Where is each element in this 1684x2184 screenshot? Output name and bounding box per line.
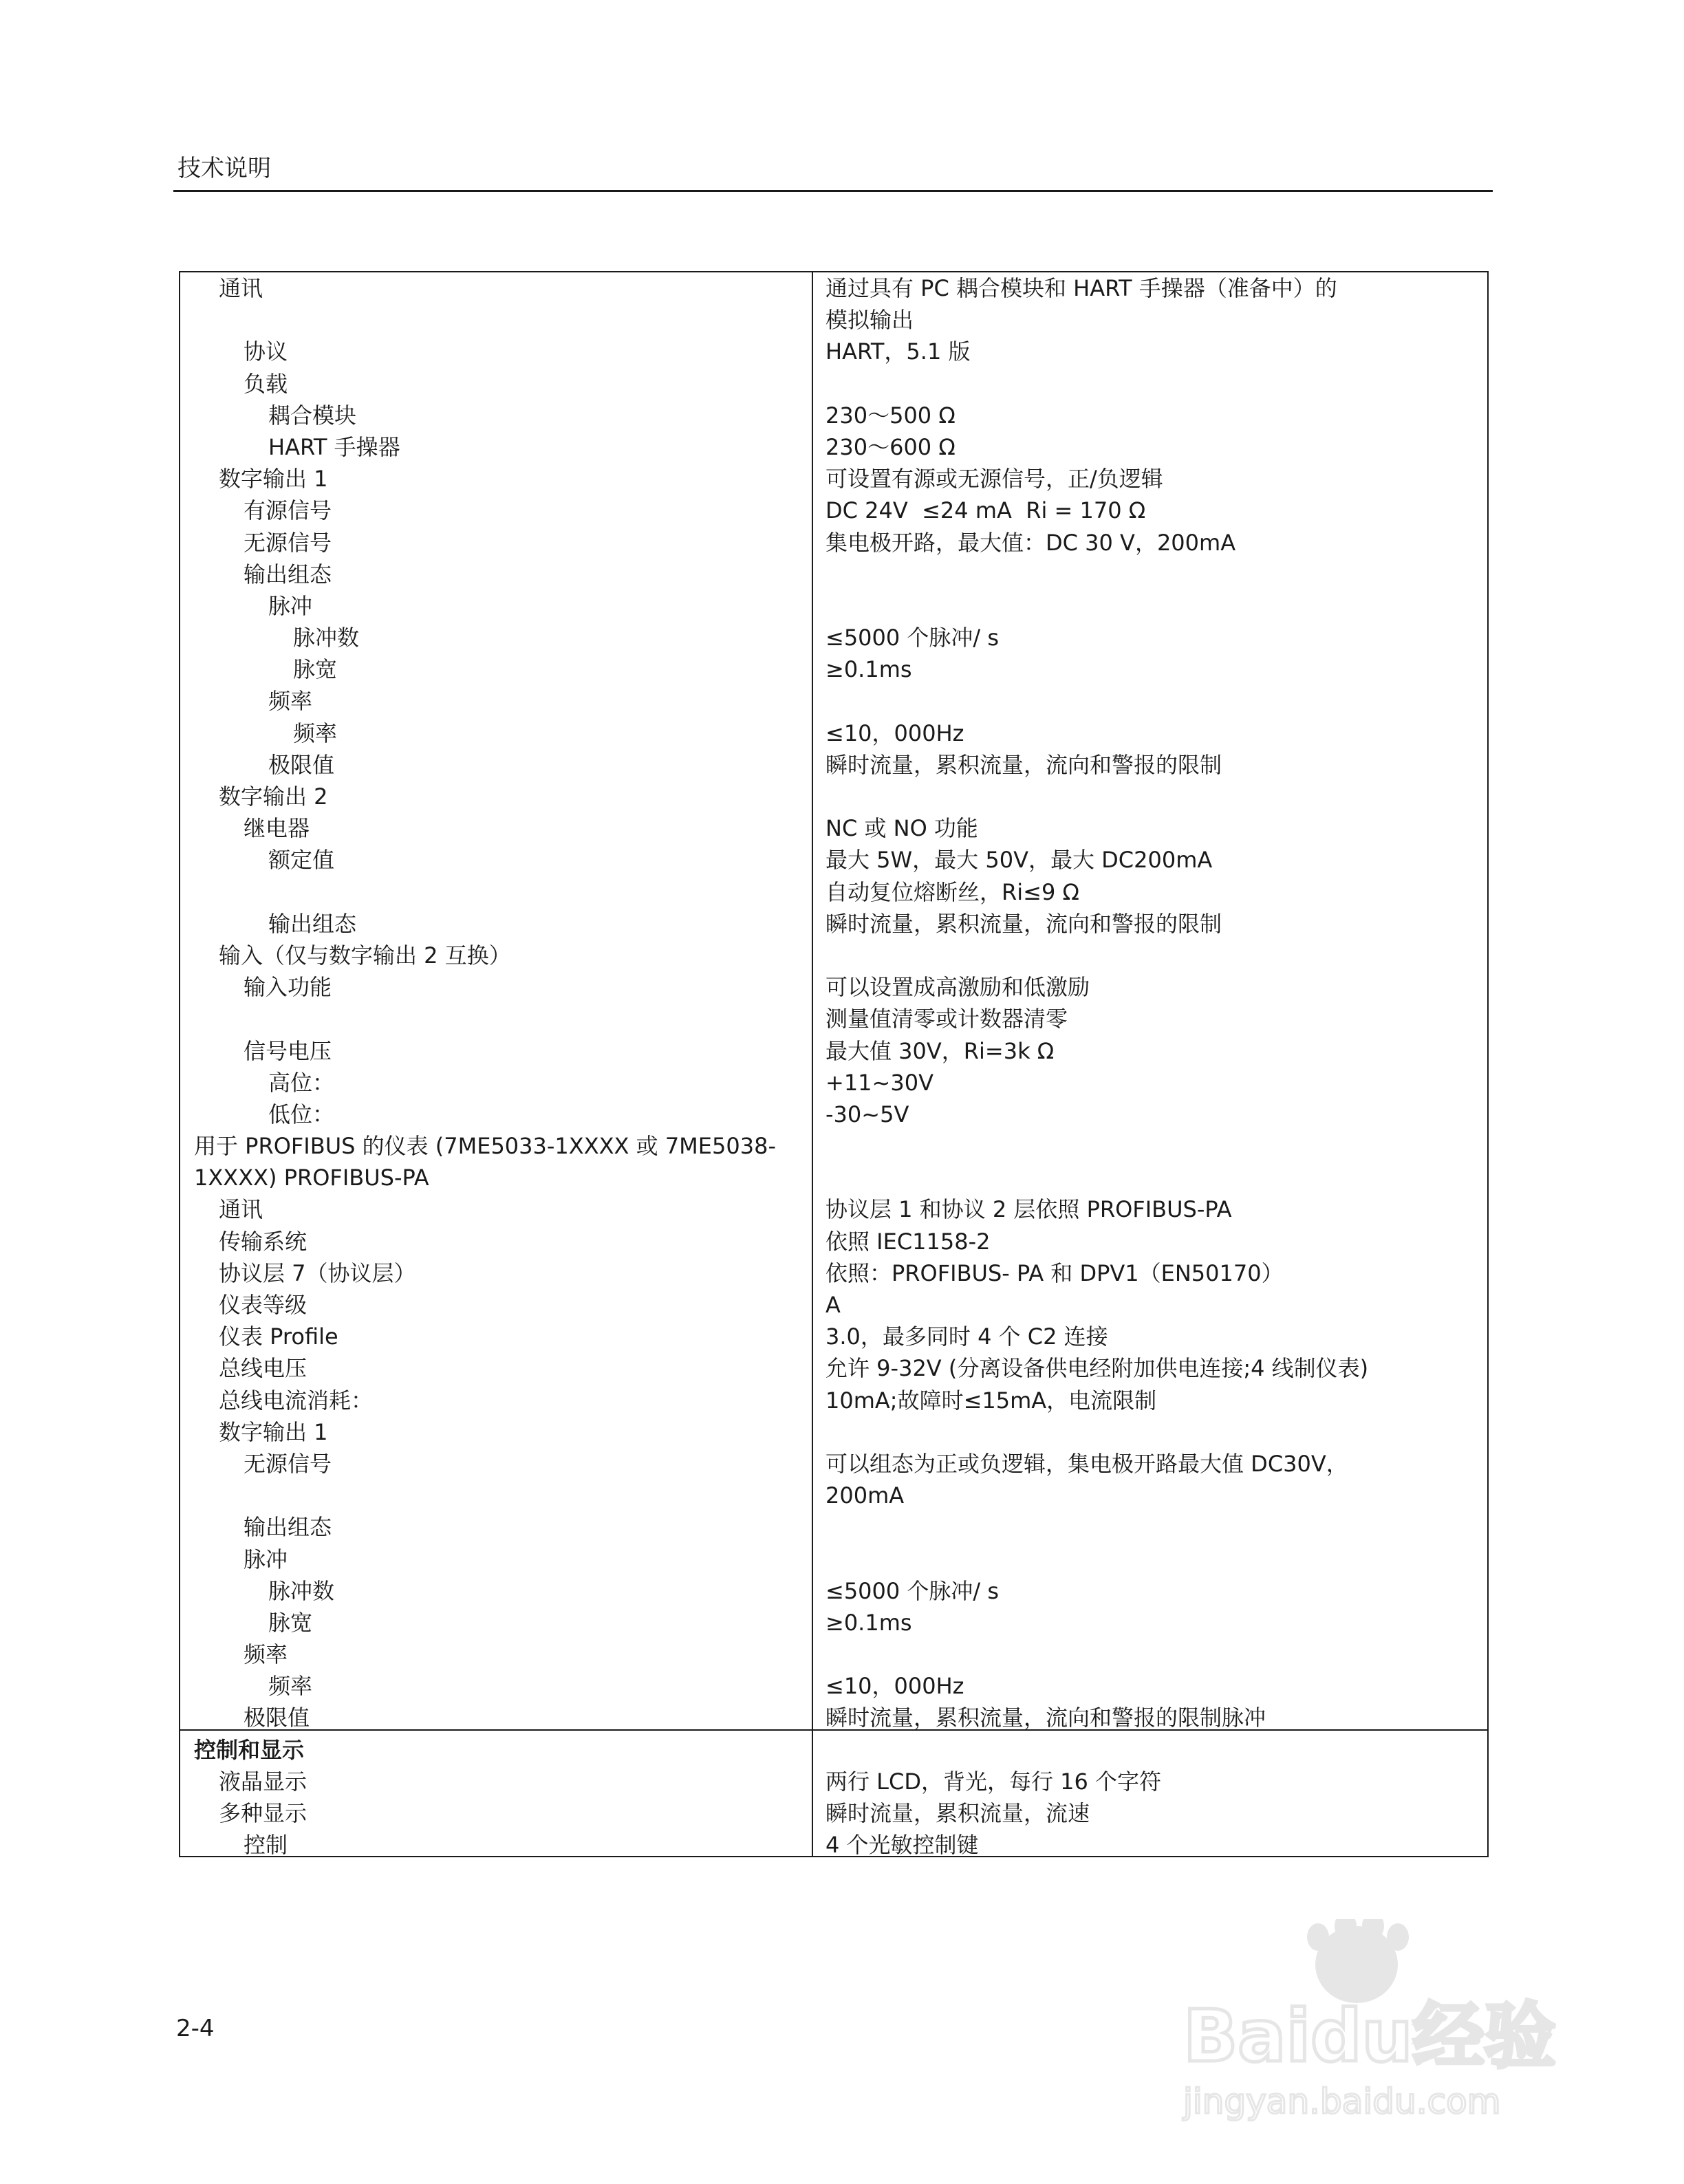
- table-row: [180, 717, 1487, 749]
- document-header-title: 技术说明: [177, 155, 271, 182]
- spec-value: 可设置有源或无源信号，正/负逻辑: [825, 466, 1163, 493]
- spec-label: 频率: [293, 720, 338, 746]
- spec-label: 通讯: [219, 1196, 263, 1223]
- table-row: [180, 1766, 1487, 1797]
- spec-label: HART 手操器: [268, 433, 400, 460]
- table-row: [180, 653, 1487, 685]
- table-row: [180, 590, 1487, 622]
- table-row: [180, 368, 1487, 400]
- table-row: [180, 876, 1487, 908]
- table-row: [180, 1511, 1487, 1543]
- spec-value: [812, 590, 1486, 622]
- spec-label: 负载: [244, 370, 288, 397]
- spec-label: 信号电压: [244, 1037, 332, 1064]
- table-row: [180, 1003, 1487, 1035]
- spec-label: 总线电流消耗：: [219, 1387, 374, 1414]
- spec-label: 输入（仅与数字输出 2 互换）: [219, 942, 511, 969]
- spec-label: 脉冲: [244, 1546, 288, 1572]
- spec-value: 自动复位熔断丝，Ri≤9 Ω: [825, 878, 1079, 905]
- spec-label: 无源信号: [244, 529, 332, 556]
- spec-value: [812, 1130, 1486, 1193]
- spec-label: 仪表等级: [219, 1292, 307, 1319]
- table-row: [180, 1639, 1487, 1670]
- spec-value: 允许 9-32V (分离设备供电经附加供电连接;4 线制仪表): [825, 1355, 1369, 1382]
- spec-label: 脉宽: [268, 1609, 313, 1636]
- spec-label: [180, 876, 812, 908]
- spec-rows: [180, 272, 1487, 1861]
- table-row: [180, 1130, 1487, 1193]
- spec-value: [812, 940, 1486, 971]
- spec-value: ≥0.1ms: [825, 656, 912, 683]
- table-row: [180, 431, 1487, 463]
- header-rule: [173, 190, 1493, 192]
- spec-value: +11~30V: [825, 1069, 933, 1096]
- spec-value: 最大 5W，最大 50V，最大 DC200mA: [825, 847, 1213, 874]
- spec-value: 瞬时流量，累积流量，流向和警报的限制脉冲: [825, 1705, 1266, 1731]
- spec-value: 可以组态为正或负逻辑，集电极开路最大值 DC30V， 200mA: [825, 1450, 1348, 1509]
- spec-value: 依照 IEC1158-2: [825, 1228, 991, 1255]
- spec-value: A: [825, 1292, 841, 1319]
- spec-value: 10mA;故障时≤15mA，电流限制: [825, 1387, 1157, 1414]
- spec-value: ≥0.1ms: [825, 1609, 912, 1636]
- spec-value: -30~5V: [825, 1101, 909, 1127]
- spec-label: 有源信号: [244, 497, 332, 524]
- spec-label: 数字输出 1: [219, 1418, 328, 1445]
- table-row: [180, 272, 1487, 336]
- spec-value: 瞬时流量，累积流量，流速: [825, 1800, 1090, 1827]
- watermark-url: jingyan.baidu.com: [1183, 2082, 1501, 2121]
- spec-label: 频率: [268, 1673, 313, 1700]
- spec-value: ≤10，000Hz: [825, 1673, 964, 1700]
- spec-value: 集电极开路，最大值：DC 30 V，200mA: [825, 529, 1236, 556]
- spec-label: 频率: [268, 688, 313, 715]
- spec-label: [180, 1003, 812, 1035]
- spec-label: 输出组态: [244, 1514, 332, 1541]
- spec-label: 脉宽: [293, 656, 338, 683]
- table-row: [180, 1321, 1487, 1352]
- table-row: [180, 940, 1487, 971]
- table-row: [180, 400, 1487, 431]
- spec-label: 无源信号: [244, 1450, 332, 1477]
- spec-value: ≤10，000Hz: [825, 720, 964, 746]
- spec-label: 极限值: [244, 1705, 310, 1731]
- spec-value: 最大值 30V，Ri=3k Ω: [825, 1037, 1055, 1064]
- table-row: [180, 1734, 1487, 1766]
- spec-label: 额定值: [268, 847, 335, 874]
- spec-value: 两行 LCD，背光，每行 16 个字符: [825, 1768, 1162, 1795]
- spec-label: 输出组态: [244, 561, 332, 587]
- page-number: 2-4: [176, 2015, 215, 2042]
- spec-value: [812, 1544, 1486, 1575]
- table-row: [180, 527, 1487, 559]
- spec-label: 耦合模块: [268, 402, 357, 429]
- table-row: [180, 1257, 1487, 1289]
- spec-value: 230～600 Ω: [825, 433, 956, 460]
- spec-value: 4 个光敏控制键: [825, 1832, 979, 1859]
- table-row: [180, 1193, 1487, 1225]
- table-row: [180, 971, 1487, 1003]
- spec-label: 脉冲: [268, 592, 313, 619]
- spec-value: DC 24V ≤24 mA Ri = 170 Ω: [825, 497, 1146, 524]
- spec-label: 传输系统: [219, 1228, 307, 1255]
- spec-label: 控制: [244, 1832, 288, 1859]
- table-row: [180, 1575, 1487, 1607]
- spec-label: 协议层 7（协议层）: [219, 1259, 416, 1286]
- spec-value: 通过具有 PC 耦合模块和 HART 手操器（准备中）的 模拟输出: [825, 275, 1337, 334]
- spec-label: 控制和显示: [194, 1736, 305, 1763]
- spec-value: [812, 1639, 1486, 1670]
- spec-value: 3.0，最多同时 4 个 C2 连接: [825, 1323, 1108, 1350]
- spec-label: 极限值: [268, 751, 335, 778]
- spec-label: 继电器: [244, 815, 310, 842]
- spec-value: [812, 1511, 1486, 1543]
- spec-label: 用于 PROFIBUS 的仪表 (7ME5033-1XXXX 或 7ME5038- 1XXXX) PROFIBUS-PA: [194, 1133, 776, 1191]
- paw-icon: [1307, 1919, 1409, 2003]
- spec-value: 瞬时流量，累积流量，流向和警报的限制: [825, 910, 1222, 937]
- spec-value: ≤5000 个脉冲/ s: [825, 625, 1000, 651]
- spec-value: [812, 1734, 1486, 1766]
- spec-value: [812, 685, 1486, 717]
- spec-value: [812, 781, 1486, 812]
- spec-label: 高位：: [268, 1069, 335, 1096]
- table-row: [180, 749, 1487, 781]
- spec-value: 瞬时流量，累积流量，流向和警报的限制: [825, 751, 1222, 778]
- table-row: [180, 1099, 1487, 1130]
- spec-value: [812, 1416, 1486, 1448]
- table-row: [180, 1702, 1487, 1733]
- spec-value: 依照：PROFIBUS- PA 和 DPV1（EN50170）: [825, 1259, 1284, 1286]
- spec-label: 脉冲数: [268, 1577, 335, 1604]
- spec-label: 通讯: [219, 275, 263, 301]
- table-row: [180, 336, 1487, 367]
- table-row: [180, 1226, 1487, 1257]
- table-row: [180, 781, 1487, 812]
- spec-label: 输出组态: [268, 910, 357, 937]
- spec-value: 协议层 1 和协议 2 层依照 PROFIBUS-PA: [825, 1196, 1232, 1223]
- spec-label: 仪表 Profile: [219, 1323, 338, 1350]
- table-row: [180, 1797, 1487, 1829]
- table-row: [180, 685, 1487, 717]
- table-row: [180, 1035, 1487, 1067]
- table-row: [180, 1289, 1487, 1321]
- table-row: [180, 495, 1487, 526]
- table-row: [180, 1067, 1487, 1099]
- spec-value: NC 或 NO 功能: [825, 815, 978, 842]
- spec-label: 总线电压: [219, 1355, 307, 1382]
- spec-label: 液晶显示: [219, 1768, 307, 1795]
- table-row: [180, 1607, 1487, 1639]
- spec-value: 测量值清零或计数器清零: [825, 1006, 1068, 1032]
- table-row: [180, 1670, 1487, 1702]
- spec-value: 可以设置成高激励和低激励: [825, 974, 1090, 1001]
- watermark-brand: Baidu经验: [1183, 1994, 1556, 2078]
- table-row: [180, 622, 1487, 653]
- spec-label: 数字输出 1: [219, 466, 328, 493]
- spec-label: 频率: [244, 1641, 288, 1668]
- spec-value: ≤5000 个脉冲/ s: [825, 1577, 1000, 1604]
- spec-table: [179, 271, 1489, 1857]
- table-row: [180, 1829, 1487, 1861]
- table-row: [180, 463, 1487, 495]
- spec-label: 低位：: [268, 1101, 335, 1127]
- spec-value: 230～500 Ω: [825, 402, 956, 429]
- spec-value: [812, 559, 1486, 590]
- watermark: [1176, 1919, 1562, 2126]
- table-row: [180, 1544, 1487, 1575]
- spec-value: [812, 368, 1486, 400]
- spec-label: 多种显示: [219, 1800, 307, 1827]
- spec-label: 数字输出 2: [219, 783, 328, 810]
- spec-label: 协议: [244, 338, 288, 365]
- spec-label: 输入功能: [244, 974, 332, 1001]
- table-row: [180, 1352, 1487, 1384]
- table-row: [180, 1385, 1487, 1416]
- spec-value: HART，5.1 版: [825, 338, 971, 365]
- table-row: [180, 844, 1487, 876]
- table-row: [180, 1416, 1487, 1448]
- table-row: [180, 1448, 1487, 1511]
- table-row: [180, 559, 1487, 590]
- spec-label: 脉冲数: [293, 625, 360, 651]
- table-row: [180, 812, 1487, 844]
- table-row: [180, 908, 1487, 940]
